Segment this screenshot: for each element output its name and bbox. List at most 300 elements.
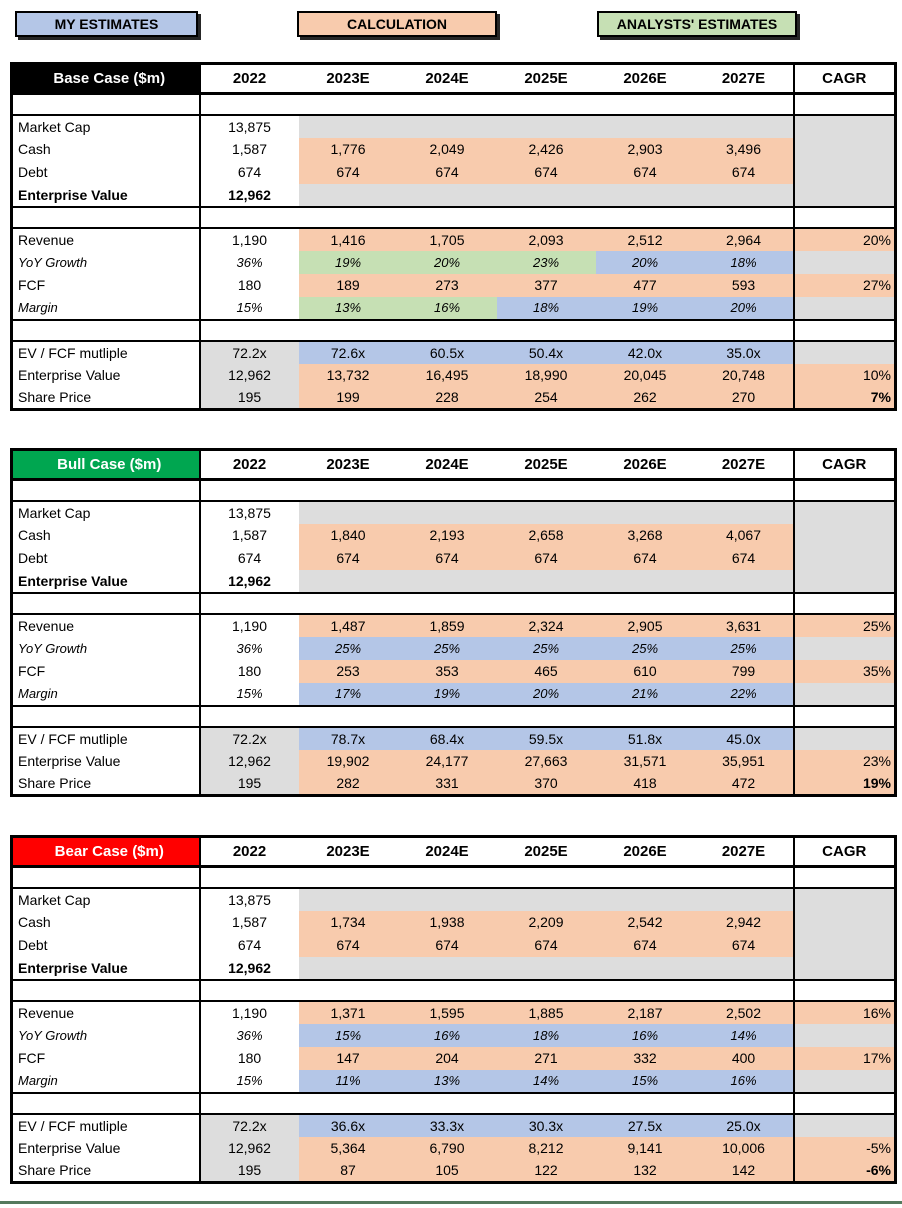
cell-value <box>596 888 695 911</box>
cell-value: 1,776 <box>299 138 398 161</box>
spacer-cell <box>794 207 896 228</box>
cell-value: 799 <box>695 660 794 683</box>
cell-value: 2,942 <box>695 911 794 934</box>
cell-value <box>398 957 497 980</box>
cell-value: 27,663 <box>497 750 596 773</box>
table-row <box>12 297 896 320</box>
cell-value: 16% <box>695 1070 794 1093</box>
table-row <box>12 1070 896 1093</box>
cell-value: 122 <box>497 1160 596 1183</box>
cagr-value <box>794 161 896 184</box>
table-row <box>12 773 896 796</box>
row-label: YoY Growth <box>12 251 200 274</box>
cell-value: 72.6x <box>299 341 398 364</box>
cell-value: 1,705 <box>398 228 497 251</box>
cell-value: 15% <box>299 1024 398 1047</box>
cell-value: 16% <box>596 1024 695 1047</box>
cell-value: 14% <box>497 1070 596 1093</box>
cell-value: 270 <box>695 387 794 410</box>
cagr-value <box>794 1114 896 1137</box>
cagr-value <box>794 138 896 161</box>
table-row <box>12 387 896 410</box>
cell-value: 13% <box>398 1070 497 1093</box>
cell-value <box>497 184 596 207</box>
cell-value: 78.7x <box>299 727 398 750</box>
cell-value: 147 <box>299 1047 398 1070</box>
cell-value <box>596 957 695 980</box>
row-label: YoY Growth <box>12 637 200 660</box>
spacer-cell <box>12 980 200 1001</box>
table-row <box>12 501 896 524</box>
row-label: Share Price <box>12 773 200 796</box>
spacer-row <box>12 207 896 228</box>
table-row <box>12 637 896 660</box>
cell-value: 3,268 <box>596 524 695 547</box>
table-row <box>12 888 896 911</box>
cell-value: 282 <box>299 773 398 796</box>
row-label: Cash <box>12 524 200 547</box>
cell-value: 674 <box>398 547 497 570</box>
cagr-value <box>794 184 896 207</box>
spacer-cell <box>794 1093 896 1114</box>
spacer-cell <box>12 320 200 341</box>
cell-value: 22% <box>695 683 794 706</box>
column-header-2024e: 2024E <box>398 64 497 94</box>
cagr-value <box>794 501 896 524</box>
cell-value <box>596 570 695 593</box>
cell-value: 674 <box>497 934 596 957</box>
cagr-value <box>794 888 896 911</box>
cell-value: 16,495 <box>398 364 497 387</box>
legend-calculation: CALCULATION <box>297 11 497 37</box>
cell-value: 180 <box>200 1047 299 1070</box>
cell-value: 3,496 <box>695 138 794 161</box>
table-row <box>12 547 896 570</box>
cell-value: 674 <box>200 161 299 184</box>
cell-value: 465 <box>497 660 596 683</box>
table-row <box>12 274 896 297</box>
cell-value: 68.4x <box>398 727 497 750</box>
table-row <box>12 251 896 274</box>
row-label: Revenue <box>12 614 200 637</box>
cell-value: 353 <box>398 660 497 683</box>
spacer-cell <box>12 706 200 727</box>
cell-value: 142 <box>695 1160 794 1183</box>
cell-value <box>299 570 398 593</box>
cell-value: 17% <box>299 683 398 706</box>
column-header-2027e: 2027E <box>695 450 794 480</box>
table-row <box>12 911 896 934</box>
case-title: Bear Case ($m) <box>12 837 200 867</box>
cell-value: 674 <box>596 547 695 570</box>
cagr-value: 27% <box>794 274 896 297</box>
table-row <box>12 161 896 184</box>
cell-value: 331 <box>398 773 497 796</box>
cell-value: 2,193 <box>398 524 497 547</box>
cagr-value: 20% <box>794 228 896 251</box>
row-label: Share Price <box>12 387 200 410</box>
legend-analysts-estimates: ANALYSTS' ESTIMATES <box>597 11 797 37</box>
cell-value: 20,045 <box>596 364 695 387</box>
row-label: EV / FCF mutliple <box>12 727 200 750</box>
cell-value: 2,426 <box>497 138 596 161</box>
cagr-value: 35% <box>794 660 896 683</box>
cell-value: 13,875 <box>200 115 299 138</box>
spacer-cell <box>200 706 794 727</box>
cell-value <box>299 115 398 138</box>
column-header-2024e: 2024E <box>398 450 497 480</box>
cell-value <box>398 184 497 207</box>
cell-value: 1,840 <box>299 524 398 547</box>
cell-value: 2,903 <box>596 138 695 161</box>
column-header-cagr: CAGR <box>794 837 896 867</box>
spacer-cell <box>200 593 794 614</box>
cell-value: 12,962 <box>200 184 299 207</box>
cell-value: 13,875 <box>200 501 299 524</box>
cell-value: 20% <box>398 251 497 274</box>
cell-value <box>695 570 794 593</box>
table-row <box>12 524 896 547</box>
cell-value: 12,962 <box>200 750 299 773</box>
cagr-value <box>794 341 896 364</box>
cell-value: 1,938 <box>398 911 497 934</box>
cell-value: 2,502 <box>695 1001 794 1024</box>
cell-value: 1,595 <box>398 1001 497 1024</box>
cagr-value <box>794 115 896 138</box>
cell-value: 1,487 <box>299 614 398 637</box>
cell-value: 593 <box>695 274 794 297</box>
cell-value: 180 <box>200 274 299 297</box>
cell-value: 60.5x <box>398 341 497 364</box>
spacer-row <box>12 980 896 1001</box>
column-header-2022: 2022 <box>200 837 299 867</box>
cell-value: 72.2x <box>200 727 299 750</box>
table-row <box>12 1001 896 1024</box>
column-header-2023e: 2023E <box>299 64 398 94</box>
spacer-cell <box>200 320 794 341</box>
table-row <box>12 364 896 387</box>
column-header-cagr: CAGR <box>794 64 896 94</box>
cell-value: 2,512 <box>596 228 695 251</box>
case-title: Bull Case ($m) <box>12 450 200 480</box>
cagr-value: 19% <box>794 773 896 796</box>
case-title: Base Case ($m) <box>12 64 200 94</box>
cell-value <box>695 501 794 524</box>
spacer-row <box>12 480 896 501</box>
cell-value: 2,049 <box>398 138 497 161</box>
cell-value <box>695 957 794 980</box>
row-label: FCF <box>12 274 200 297</box>
table-row <box>12 750 896 773</box>
spacer-row <box>12 593 896 614</box>
table-row <box>12 683 896 706</box>
cell-value <box>695 888 794 911</box>
cell-value: 2,187 <box>596 1001 695 1024</box>
cell-value <box>497 957 596 980</box>
cell-value: 132 <box>596 1160 695 1183</box>
cell-value <box>299 184 398 207</box>
cell-value <box>596 184 695 207</box>
cell-value: 42.0x <box>596 341 695 364</box>
cell-value: 30.3x <box>497 1114 596 1137</box>
cell-value <box>497 115 596 138</box>
row-label: Enterprise Value <box>12 364 200 387</box>
row-label: YoY Growth <box>12 1024 200 1047</box>
row-label: Cash <box>12 911 200 934</box>
cagr-value: 7% <box>794 387 896 410</box>
cell-value: 273 <box>398 274 497 297</box>
table-row <box>12 184 896 207</box>
cell-value <box>299 888 398 911</box>
spacer-cell <box>794 94 896 115</box>
cell-value <box>398 501 497 524</box>
cell-value: 35.0x <box>695 341 794 364</box>
cell-value: 72.2x <box>200 1114 299 1137</box>
cell-value: 204 <box>398 1047 497 1070</box>
spacer-cell <box>794 320 896 341</box>
cagr-value <box>794 911 896 934</box>
cagr-value <box>794 251 896 274</box>
spacer-row <box>12 320 896 341</box>
cell-value: 674 <box>398 161 497 184</box>
cagr-value: 10% <box>794 364 896 387</box>
row-label: Debt <box>12 161 200 184</box>
cell-value: 199 <box>299 387 398 410</box>
cell-value: 18% <box>695 251 794 274</box>
cell-value: 20% <box>497 683 596 706</box>
cell-value <box>398 115 497 138</box>
cell-value: 19% <box>596 297 695 320</box>
table-header-row <box>12 837 896 867</box>
cell-value: 14% <box>695 1024 794 1047</box>
cell-value: 1,859 <box>398 614 497 637</box>
cell-value: 20,748 <box>695 364 794 387</box>
cell-value: 674 <box>695 547 794 570</box>
cell-value: 2,324 <box>497 614 596 637</box>
cell-value: 418 <box>596 773 695 796</box>
cell-value: 9,141 <box>596 1137 695 1160</box>
cell-value: 33.3x <box>398 1114 497 1137</box>
cell-value: 24,177 <box>398 750 497 773</box>
cell-value: 19% <box>398 683 497 706</box>
cell-value: 674 <box>398 934 497 957</box>
cell-value: 674 <box>200 934 299 957</box>
bull-case-table <box>10 448 897 797</box>
row-label: FCF <box>12 1047 200 1070</box>
cagr-value: 23% <box>794 750 896 773</box>
cell-value: 11% <box>299 1070 398 1093</box>
spacer-cell <box>794 593 896 614</box>
cell-value: 5,364 <box>299 1137 398 1160</box>
spacer-cell <box>200 867 794 888</box>
cell-value <box>497 501 596 524</box>
cell-value: 20% <box>695 297 794 320</box>
cell-value: 15% <box>200 683 299 706</box>
column-header-2023e: 2023E <box>299 450 398 480</box>
spacer-row <box>12 1093 896 1114</box>
cell-value: 195 <box>200 773 299 796</box>
cell-value: 1,190 <box>200 1001 299 1024</box>
cell-value: 254 <box>497 387 596 410</box>
cagr-value: 25% <box>794 614 896 637</box>
cell-value <box>695 184 794 207</box>
spacer-cell <box>794 980 896 1001</box>
cell-value: 105 <box>398 1160 497 1183</box>
cell-value: 25% <box>497 637 596 660</box>
cell-value: 27.5x <box>596 1114 695 1137</box>
cell-value: 13,875 <box>200 888 299 911</box>
cell-value: 15% <box>200 1070 299 1093</box>
cagr-value <box>794 297 896 320</box>
spacer-cell <box>200 1093 794 1114</box>
cell-value: 18% <box>497 1024 596 1047</box>
table-header-row <box>12 64 896 94</box>
cell-value: 674 <box>299 934 398 957</box>
cell-value: 45.0x <box>695 727 794 750</box>
base-case-table <box>10 62 897 411</box>
spacer-row <box>12 867 896 888</box>
cell-value: 2,964 <box>695 228 794 251</box>
table-row <box>12 570 896 593</box>
cell-value: 3,631 <box>695 614 794 637</box>
cell-value: 4,067 <box>695 524 794 547</box>
cell-value: 19% <box>299 251 398 274</box>
column-header-2022: 2022 <box>200 64 299 94</box>
cell-value: 674 <box>596 934 695 957</box>
cell-value: 1,734 <box>299 911 398 934</box>
row-label: Revenue <box>12 228 200 251</box>
cell-value: 1,587 <box>200 138 299 161</box>
cell-value: 13,732 <box>299 364 398 387</box>
row-label: EV / FCF mutliple <box>12 341 200 364</box>
spacer-cell <box>200 480 794 501</box>
table-row <box>12 1047 896 1070</box>
cell-value: 16% <box>398 297 497 320</box>
column-header-2023e: 2023E <box>299 837 398 867</box>
spacer-cell <box>200 980 794 1001</box>
row-label: Market Cap <box>12 115 200 138</box>
cell-value <box>497 888 596 911</box>
cell-value: 59.5x <box>497 727 596 750</box>
table-row <box>12 660 896 683</box>
cell-value: 13% <box>299 297 398 320</box>
cell-value: 25.0x <box>695 1114 794 1137</box>
cell-value: 228 <box>398 387 497 410</box>
cell-value: 36.6x <box>299 1114 398 1137</box>
cell-value: 674 <box>596 161 695 184</box>
cell-value: 674 <box>200 547 299 570</box>
cell-value: 674 <box>299 547 398 570</box>
cell-value: 253 <box>299 660 398 683</box>
cell-value: 12,962 <box>200 364 299 387</box>
cell-value <box>596 115 695 138</box>
cell-value: 189 <box>299 274 398 297</box>
cell-value: 51.8x <box>596 727 695 750</box>
table-row <box>12 115 896 138</box>
cagr-value <box>794 1070 896 1093</box>
spacer-cell <box>12 480 200 501</box>
row-label: EV / FCF mutliple <box>12 1114 200 1137</box>
column-header-2026e: 2026E <box>596 450 695 480</box>
row-label: Margin <box>12 297 200 320</box>
cagr-value <box>794 524 896 547</box>
cell-value: 12,962 <box>200 1137 299 1160</box>
spacer-row <box>12 94 896 115</box>
cell-value: 195 <box>200 1160 299 1183</box>
cell-value: 25% <box>596 637 695 660</box>
column-header-2025e: 2025E <box>497 64 596 94</box>
cell-value: 72.2x <box>200 341 299 364</box>
row-label: Enterprise Value <box>12 184 200 207</box>
table-row <box>12 1137 896 1160</box>
column-header-2027e: 2027E <box>695 64 794 94</box>
cell-value: 2,209 <box>497 911 596 934</box>
spacer-cell <box>12 94 200 115</box>
cell-value: 195 <box>200 387 299 410</box>
cell-value <box>497 570 596 593</box>
cell-value: 23% <box>497 251 596 274</box>
column-header-2026e: 2026E <box>596 837 695 867</box>
row-label: Enterprise Value <box>12 570 200 593</box>
cell-value: 377 <box>497 274 596 297</box>
cell-value: 674 <box>299 161 398 184</box>
cell-value: 1,416 <box>299 228 398 251</box>
table-row <box>12 957 896 980</box>
spacer-cell <box>794 867 896 888</box>
cell-value: 35,951 <box>695 750 794 773</box>
table-row <box>12 614 896 637</box>
cell-value: 2,093 <box>497 228 596 251</box>
cell-value: 36% <box>200 251 299 274</box>
legend-my-estimates: MY ESTIMATES <box>15 11 198 37</box>
row-label: Margin <box>12 1070 200 1093</box>
cell-value: 674 <box>497 161 596 184</box>
spacer-cell <box>794 480 896 501</box>
column-header-2027e: 2027E <box>695 837 794 867</box>
cagr-value <box>794 934 896 957</box>
cell-value: 36% <box>200 637 299 660</box>
cell-value <box>695 115 794 138</box>
cell-value: 180 <box>200 660 299 683</box>
cell-value: 610 <box>596 660 695 683</box>
cell-value: 25% <box>695 637 794 660</box>
row-label: Enterprise Value <box>12 1137 200 1160</box>
cell-value: 6,790 <box>398 1137 497 1160</box>
cagr-value <box>794 637 896 660</box>
cagr-value: -5% <box>794 1137 896 1160</box>
spacer-cell <box>12 593 200 614</box>
cell-value: 1,190 <box>200 614 299 637</box>
cell-value: 2,658 <box>497 524 596 547</box>
column-header-cagr: CAGR <box>794 450 896 480</box>
cagr-value: 17% <box>794 1047 896 1070</box>
column-header-2022: 2022 <box>200 450 299 480</box>
cell-value: 400 <box>695 1047 794 1070</box>
row-label: Cash <box>12 138 200 161</box>
spacer-cell <box>12 1093 200 1114</box>
cell-value: 332 <box>596 1047 695 1070</box>
cell-value <box>398 888 497 911</box>
cell-value: 8,212 <box>497 1137 596 1160</box>
cell-value: 674 <box>695 934 794 957</box>
cell-value: 36% <box>200 1024 299 1047</box>
row-label: Share Price <box>12 1160 200 1183</box>
row-label: Enterprise Value <box>12 957 200 980</box>
table-row <box>12 228 896 251</box>
cell-value: 2,542 <box>596 911 695 934</box>
cell-value: 21% <box>596 683 695 706</box>
cagr-value <box>794 727 896 750</box>
